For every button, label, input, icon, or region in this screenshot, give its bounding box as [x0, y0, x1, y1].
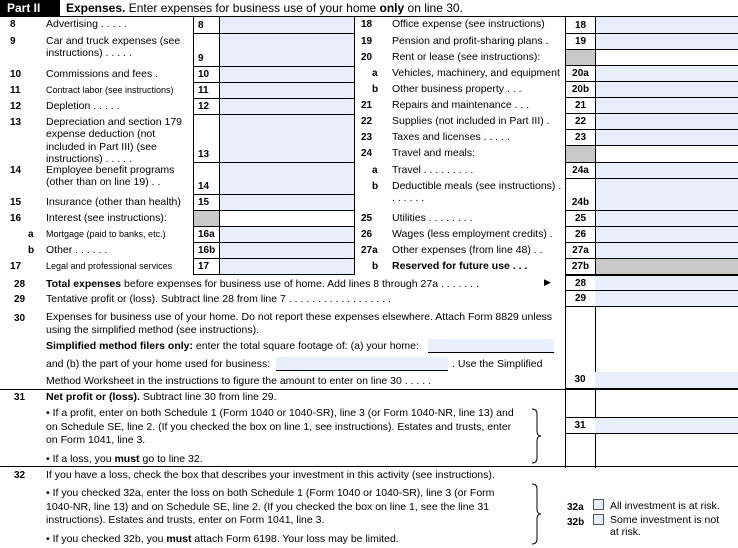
- line-28-amount[interactable]: [595, 275, 738, 291]
- line-label: Repairs and maintenance . . .: [392, 99, 530, 111]
- line-label: Mortgage (paid to banks, etc.): [46, 229, 166, 239]
- line-21-amount[interactable]: [595, 98, 738, 114]
- line-box-code: 21: [565, 98, 595, 114]
- line-label: Depreciation and section 179 expense deduction (not included in Part III) (see instructions) . . . . .: [46, 116, 183, 165]
- line-label: Office expense (see instructions): [392, 18, 545, 30]
- line-box-code: 17: [193, 259, 219, 275]
- line-label: Utilities . . . . . . . .: [392, 212, 473, 224]
- line-30-number: 30: [14, 313, 26, 324]
- line-13-amount[interactable]: [219, 115, 354, 163]
- line-22-amount[interactable]: [595, 114, 738, 130]
- line-box-code: 20a: [565, 66, 595, 82]
- line-9-amount[interactable]: [219, 34, 354, 67]
- line-label: Wages (less employment credits) .: [392, 228, 553, 240]
- line-label: Travel . . . . . . . . .: [392, 164, 474, 176]
- line-box-code: 12: [193, 99, 219, 115]
- line-30-text: Expenses for business use of your home. Do not report these expenses elsewhere. Attach Form 8829 unless using the simplified method (see instructions).: [46, 311, 553, 336]
- line-number: 24: [361, 148, 373, 159]
- line-number: 13: [10, 117, 22, 128]
- line-12-amount[interactable]: [219, 99, 354, 115]
- line-box-code: 27a: [565, 243, 595, 259]
- line-29-label: Tentative profit or (loss). Subtract line 28 from line 7 . . . . . . . . . . . . . . . . . .: [46, 293, 391, 305]
- line-box-code: 19: [565, 34, 595, 50]
- brace-icon: [530, 483, 542, 545]
- part-b-label: and (b) the part of your home used for business:: [46, 358, 271, 370]
- line-31-box: 31: [565, 417, 595, 434]
- line-18-amount[interactable]: [595, 17, 738, 34]
- line-number: 17: [10, 261, 22, 272]
- checkbox-32b[interactable]: [593, 514, 604, 525]
- line-label: Deductible meals (see instructions) . . . . . . .: [392, 180, 562, 205]
- line-32-label: If you have a loss, check the box that describes your investment in this activity (see instructions).: [46, 469, 495, 481]
- line-label: Rent or lease (see instructions):: [392, 51, 541, 63]
- line-29-amount[interactable]: [595, 291, 738, 307]
- line-19-amount[interactable]: [595, 34, 738, 50]
- line-number: 27a: [361, 245, 378, 256]
- line-16b-amount[interactable]: [219, 243, 354, 259]
- line-27a-amount[interactable]: [595, 243, 738, 259]
- part-label: Part II: [0, 0, 60, 17]
- line-amount-empty: [595, 50, 738, 66]
- line-sub-letter: b: [372, 261, 379, 272]
- line-box-code: 24b: [565, 179, 595, 211]
- line-box-code: [565, 146, 595, 163]
- line-number: 15: [10, 197, 22, 208]
- line-28-box: 28: [565, 275, 595, 291]
- separator: [0, 389, 738, 390]
- use-simplified-label: . Use the Simplified: [452, 358, 543, 370]
- part-title: Expenses. Enter expenses for business use of your home only on line 30.: [66, 1, 463, 15]
- line-31-amount[interactable]: [595, 417, 738, 434]
- line-box-code: 15: [193, 195, 219, 211]
- line-28-label: Total expenses before expenses for business use of home. Add lines 8 through 27a . . . . . . .: [46, 278, 479, 290]
- line-number: 10: [10, 69, 22, 80]
- line-23-amount[interactable]: [595, 130, 738, 146]
- line-box-code: 22: [565, 114, 595, 130]
- line-number: 26: [361, 229, 373, 240]
- business-sqft-field[interactable]: [276, 357, 448, 371]
- line-32-bullet-b: • If you checked 32b, you must attach Form 6198. Your loss may be limited.: [46, 533, 399, 545]
- line-number: 14: [10, 165, 22, 176]
- line-30-amount[interactable]: [595, 372, 738, 389]
- line-box-code: [193, 211, 219, 227]
- option-32b-label: Some investment is not at risk.: [610, 514, 720, 538]
- line-sub-letter: b: [28, 245, 35, 256]
- line-31-bullet-profit: • If a profit, enter on both Schedule 1 (Form 1040 or 1040-SR), line 3 (or Form 1040-NR, line 13) and on Schedule SE, line 2. (If you checked the box on line 1, see instructions). Estates and trusts, enter on Form 1041, line 3.: [46, 407, 514, 446]
- line-32-bullet-a: • If you checked 32a, enter the loss on both Schedule 1 (Form 1040 or 1040-SR), line 3 (or Form 1040-NR, line 13) and on Schedule SE, line 2. (If you checked the box on line 1, see the line 31 instructions). Estates and trusts, enter on Form 1041, line 3.: [46, 487, 495, 526]
- line-label: Interest (see instructions):: [46, 212, 167, 224]
- line-25-amount[interactable]: [595, 211, 738, 227]
- line-label: Pension and profit-sharing plans .: [392, 35, 549, 47]
- line-sub-letter: a: [372, 68, 378, 79]
- line-29-box: 29: [565, 291, 595, 307]
- line-number: 8: [10, 19, 16, 30]
- line-number: 25: [361, 213, 373, 224]
- line-amount-empty: [219, 211, 354, 227]
- line-number: 11: [10, 85, 21, 96]
- line-16a-amount[interactable]: [219, 227, 354, 243]
- worksheet-label: Method Worksheet in the instructions to figure the amount to enter on line 30 . . . . .: [46, 375, 432, 387]
- line-label: Taxes and licenses . . . . .: [392, 131, 510, 143]
- column-divider: [354, 17, 355, 275]
- line-27b-amount: [595, 259, 738, 275]
- line-box-code: 20b: [565, 82, 595, 98]
- line-box-code: 14: [193, 163, 219, 195]
- line-label: Advertising . . . . .: [46, 18, 128, 30]
- line-32-number: 32: [14, 470, 26, 481]
- line-20a-amount[interactable]: [595, 66, 738, 82]
- line-31-bullet-loss: • If a loss, you must go to line 32.: [46, 453, 203, 465]
- line-box-code: 27b: [565, 259, 595, 275]
- line-sub-letter: b: [372, 181, 379, 192]
- line-26-amount[interactable]: [595, 227, 738, 243]
- line-label: Contract labor (see instructions): [46, 85, 174, 95]
- line-box-code: 9: [193, 34, 219, 67]
- line-box-code: 18: [565, 17, 595, 34]
- line-box-code: 25: [565, 211, 595, 227]
- line-number: 22: [361, 116, 373, 127]
- line-box-code: 24a: [565, 163, 595, 179]
- line-label: Other business property . . .: [392, 83, 522, 95]
- line-sub-letter: a: [372, 165, 378, 176]
- separator: [0, 466, 738, 467]
- line-number: 20: [361, 52, 373, 63]
- line-17-amount[interactable]: [219, 259, 354, 275]
- line-28-number: 28: [14, 279, 26, 290]
- line-label: Insurance (other than health): [46, 196, 181, 208]
- line-box-code: 10: [193, 67, 219, 83]
- line-24b-amount[interactable]: [595, 179, 738, 211]
- option-32a-label: All investment is at risk.: [610, 500, 720, 512]
- arrow-icon: ▶: [544, 277, 551, 287]
- line-31-number: 31: [14, 392, 26, 403]
- line-box-code: 16a: [193, 227, 219, 243]
- line-number: 18: [361, 19, 373, 30]
- line-number: 23: [361, 132, 373, 143]
- line-24a-amount[interactable]: [595, 163, 738, 179]
- line-label: Travel and meals:: [392, 147, 476, 159]
- line-box-code: 26: [565, 227, 595, 243]
- line-box-code: 23: [565, 130, 595, 146]
- line-box-code: [565, 50, 595, 66]
- line-number: 12: [10, 101, 22, 112]
- line-label: Reserved for future use . . .: [392, 260, 528, 272]
- line-label: Vehicles, machinery, and equipment: [392, 67, 560, 79]
- line-label: Commissions and fees .: [46, 68, 159, 80]
- line-box-code: 8: [193, 17, 219, 34]
- line-label: Supplies (not included in Part III) .: [392, 115, 550, 127]
- line-number: 21: [361, 100, 373, 111]
- line-20b-amount[interactable]: [595, 82, 738, 98]
- line-label: Other . . . . . .: [46, 244, 108, 256]
- line-number: 16: [10, 213, 22, 224]
- line-amount-empty: [595, 146, 738, 163]
- line-30-box: 30: [565, 372, 595, 389]
- home-sqft-field[interactable]: [428, 339, 554, 353]
- line-number: 19: [361, 36, 373, 47]
- line-label: Car and truck expenses (see instructions) . . . . .: [46, 35, 181, 60]
- line-14-amount[interactable]: [219, 163, 354, 195]
- line-label: Other expenses (from line 48) . .: [392, 244, 543, 256]
- line-label: Employee benefit programs (other than on line 19) . .: [46, 164, 175, 189]
- line-31-label: Net profit or (loss). Subtract line 30 from line 29.: [46, 391, 277, 403]
- line-8-amount[interactable]: [219, 17, 354, 34]
- line-15-amount[interactable]: [219, 195, 354, 211]
- line-sub-letter: b: [372, 84, 379, 95]
- simplified-label: Simplified method filers only: enter the total square footage of: (a) your home:: [46, 340, 419, 352]
- line-box-code: 16b: [193, 243, 219, 259]
- line-10-amount[interactable]: [219, 67, 354, 83]
- option-32a-code: 32a: [567, 502, 584, 513]
- line-box-code: 11: [193, 83, 219, 99]
- brace-icon: [530, 408, 542, 464]
- line-29-number: 29: [14, 294, 26, 305]
- line-number: 9: [10, 36, 16, 47]
- line-sub-letter: a: [28, 229, 34, 240]
- checkbox-32a[interactable]: [593, 499, 604, 510]
- line-label: Depletion . . . . .: [46, 100, 120, 112]
- option-32b-code: 32b: [567, 517, 585, 528]
- line-label: Legal and professional services: [46, 261, 173, 271]
- line-11-amount[interactable]: [219, 83, 354, 99]
- line-box-code: 13: [193, 115, 219, 163]
